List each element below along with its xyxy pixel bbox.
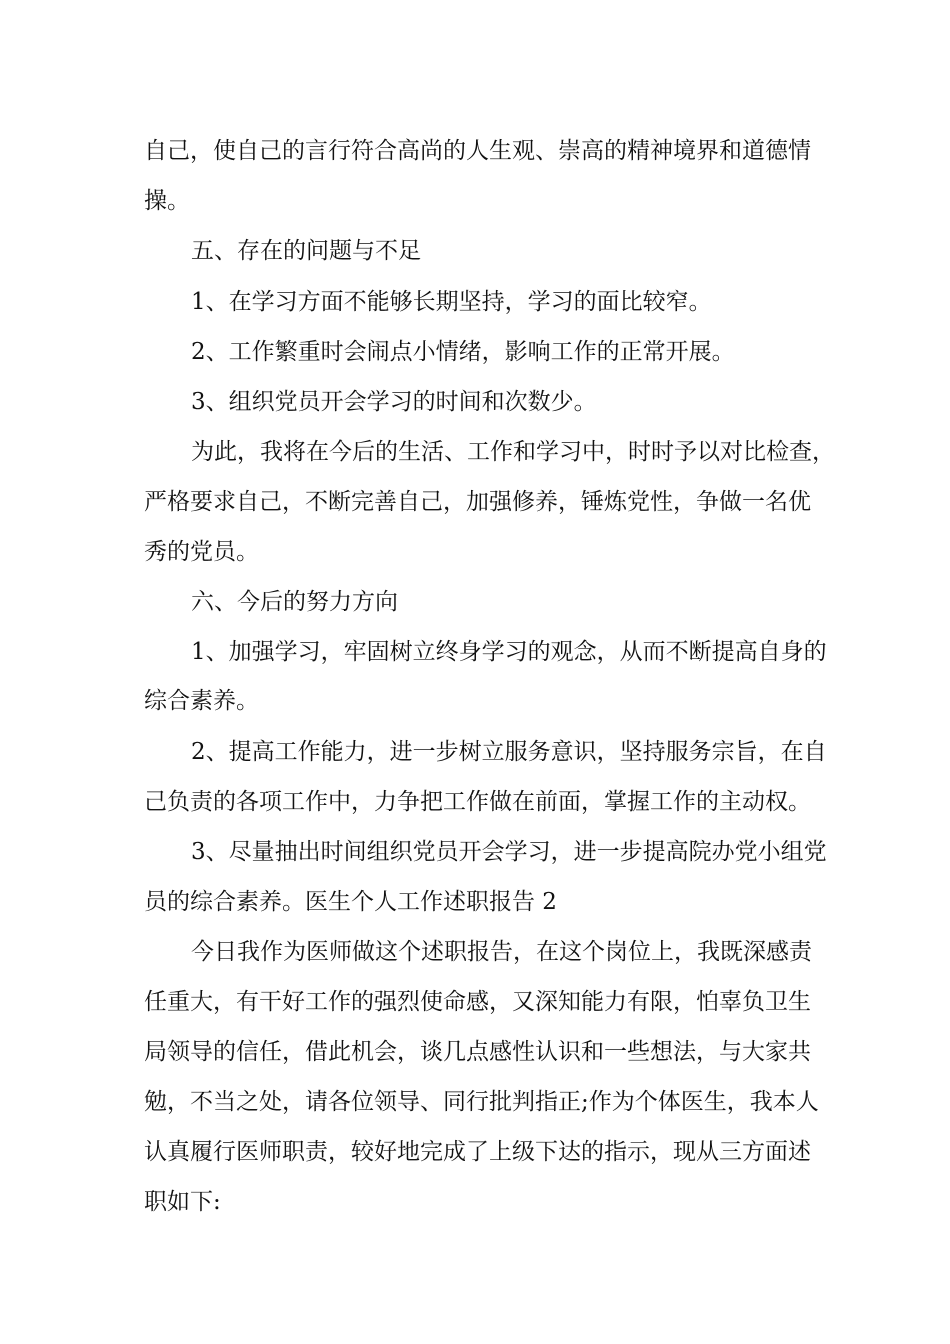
text-line: 员的综合素养。医生个人工作述职报告 2	[144, 889, 557, 915]
text-line: 操。	[144, 188, 190, 214]
list-item: 2、提高工作能力，进一步树立服务意识，坚持服务宗旨，在自	[191, 739, 827, 765]
text-line: 自己，使自己的言行符合高尚的人生观、崇高的精神境界和道德情	[144, 138, 811, 164]
list-item: 1、在学习方面不能够长期坚持，学习的面比较窄。	[191, 289, 712, 315]
list-item: 3、尽量抽出时间组织党员开会学习，进一步提高院办党小组党	[191, 839, 827, 865]
text-line: 勉，不当之处，请各位领导、同行批判指正;作为个体医生，我本人	[144, 1089, 819, 1115]
text-line: 认真履行医师职责，较好地完成了上级下达的指示，现从三方面述	[144, 1139, 811, 1165]
section-heading: 五、存在的问题与不足	[191, 238, 421, 264]
text-line: 为此，我将在今后的生活、工作和学习中，时时予以对比检查，	[191, 439, 835, 465]
text-line: 综合素养。	[144, 688, 259, 714]
section-heading: 六、今后的努力方向	[191, 589, 398, 615]
text-line: 任重大，有干好工作的强烈使命感，又深知能力有限，怕辜负卫生	[144, 989, 811, 1015]
text-line: 己负责的各项工作中，力争把工作做在前面，掌握工作的主动权。	[144, 789, 811, 815]
list-item: 2、工作繁重时会闹点小情绪，影响工作的正常开展。	[191, 339, 735, 365]
text-line: 严格要求自己，不断完善自己，加强修养，锤炼党性，争做一名优	[144, 489, 811, 515]
text-line: 职如下:	[144, 1189, 221, 1215]
text-line: 局领导的信任，借此机会，谈几点感性认识和一些想法，与大家共	[144, 1039, 811, 1065]
list-item: 1、加强学习，牢固树立终身学习的观念，从而不断提高自身的	[191, 639, 827, 665]
list-item: 3、组织党员开会学习的时间和次数少。	[191, 389, 597, 415]
text-line: 今日我作为医师做这个述职报告，在这个岗位上，我既深感责	[191, 939, 812, 965]
text-line: 秀的党员。	[144, 539, 259, 565]
